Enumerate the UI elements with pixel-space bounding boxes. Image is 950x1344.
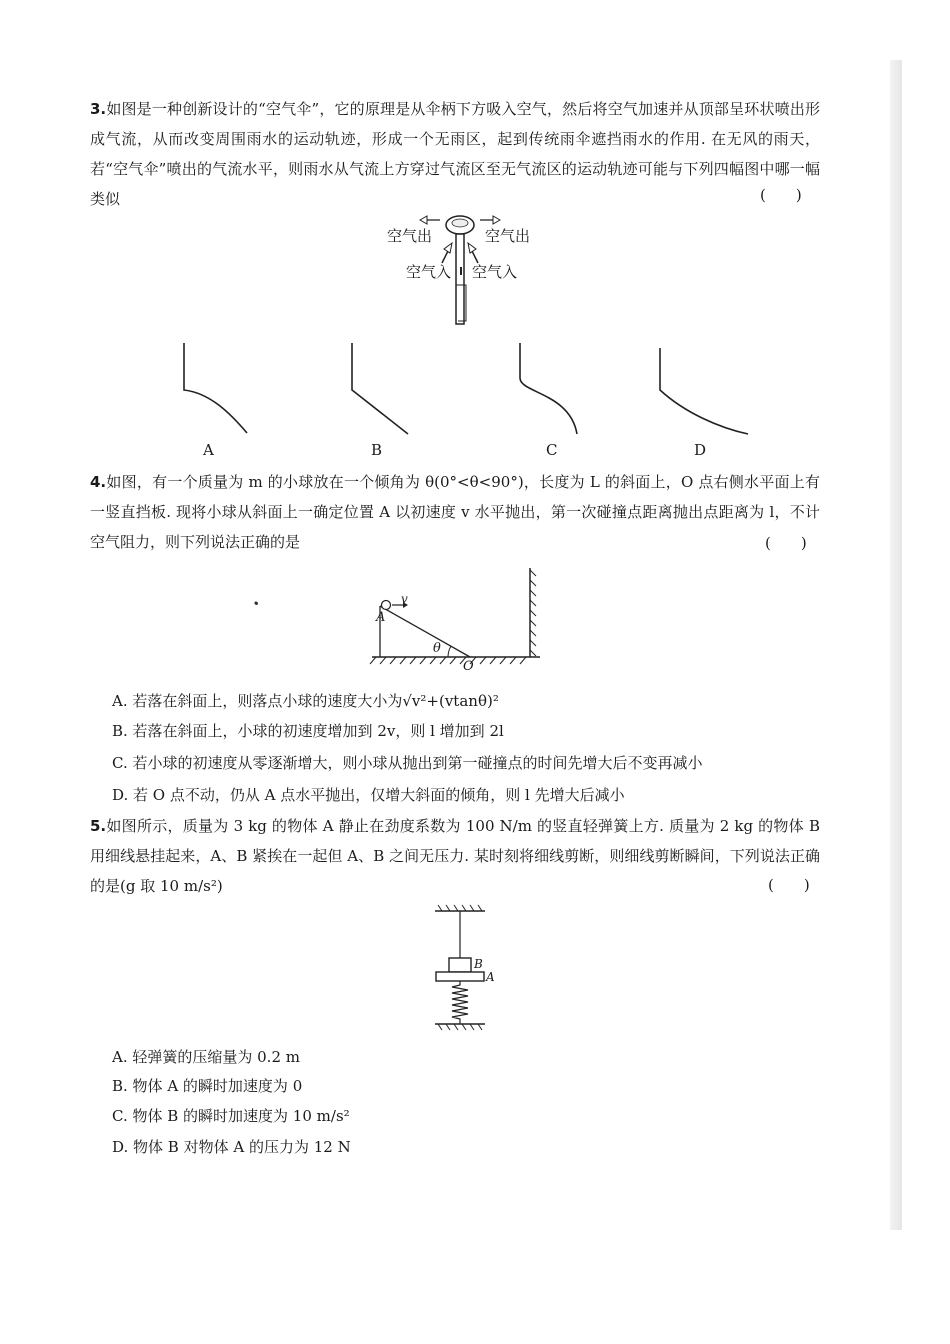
question-4 bbox=[90, 467, 820, 557]
question-5 bbox=[90, 811, 820, 901]
label-block-a: A bbox=[486, 970, 495, 984]
air-in-left-label: 空气入 bbox=[406, 263, 452, 281]
trajectory-c bbox=[520, 343, 577, 434]
q5-option-a: A. 轻弹簧的压缩量为 0.2 m bbox=[112, 1048, 300, 1066]
trajectory-b bbox=[352, 343, 408, 434]
q4-option-d: D. 若 O 点不动，仍从 A 点水平抛出，仅增大斜面的倾角，则 l 先增大后减小 bbox=[112, 786, 625, 804]
label-o-point: O bbox=[463, 659, 474, 674]
label-v: v bbox=[401, 592, 408, 606]
question-5-answer-paren: ( ) bbox=[768, 876, 810, 894]
question-4-answer-paren: ( ) bbox=[765, 534, 807, 552]
q5-option-d: D. 物体 B 对物体 A 的压力为 12 N bbox=[112, 1138, 351, 1156]
q4-option-b: B. 若落在斜面上，小球的初速度增加到 2v，则 l 增加到 2l bbox=[112, 722, 504, 740]
air-out-right-label: 空气出 bbox=[485, 227, 531, 245]
label-a-point: A bbox=[376, 610, 386, 625]
question-3-number: 3. bbox=[90, 100, 107, 118]
label-theta: θ bbox=[433, 641, 441, 656]
question-5-text: 如图所示，质量为 3 kg 的物体 A 静止在劲度系数为 100 N/m 的竖直轻弹簧上方. 质量为 2 kg 的物体 B 用细线悬挂起来，A、B 紧挨在一起但 A、B 之间无压力. 某时刻将细线剪断，则细线剪断瞬间，下列说法正确的是(g 取 10 m/s²) bbox=[90, 817, 820, 895]
choice-d-label: D bbox=[694, 441, 707, 459]
choice-b-label: B bbox=[371, 441, 383, 459]
choice-c-label: C bbox=[546, 441, 558, 459]
stray-dot bbox=[255, 602, 258, 605]
question-4-text: 如图，有一个质量为 m 的小球放在一个倾角为 θ(0°<θ<90°)，长度为 L 的斜面上，O 点右侧水平面上有一竖直挡板. 现将小球从斜面上一确定位置 A 以初速度 v 水平抛出，第一次碰撞点距离抛出点距离为 l，不计空气阻力，则下列说法正确的是 bbox=[90, 473, 820, 551]
q5-option-c: C. 物体 B 的瞬时加速度为 10 m/s² bbox=[112, 1107, 350, 1125]
q4-option-c: C. 若小球的初速度从零逐渐增大，则小球从抛出到第一碰撞点的时间先增大后不变再减小 bbox=[112, 754, 703, 772]
choice-a-label: A bbox=[203, 441, 214, 459]
question-3 bbox=[90, 94, 820, 214]
slope-figure bbox=[370, 560, 555, 675]
air-in-right-label: 空气入 bbox=[472, 263, 518, 281]
trajectory-a bbox=[184, 343, 247, 433]
question-3-text: 如图是一种创新设计的“空气伞”，它的原理是从伞柄下方吸入空气，然后将空气加速并从顶部呈环状喷出形成气流，从而改变周围雨水的运动轨迹，形成一个无雨区，起到传统雨伞遮挡雨水的作用. 在无风的雨天，若“空气伞”喷出的气流水平，则雨水从气流上方穿过气流区至无气流区的运动轨迹可能与下列四幅图中哪一幅类似 bbox=[90, 100, 820, 208]
air-out-left-label: 空气出 bbox=[387, 227, 433, 245]
page-edge-shadow bbox=[890, 60, 902, 1230]
q4-option-a: A. 若落在斜面上，则落点小球的速度大小为√v²+(vtanθ)² bbox=[112, 692, 499, 710]
question-4-number: 4. bbox=[90, 473, 107, 491]
q5-option-b: B. 物体 A 的瞬时加速度为 0 bbox=[112, 1077, 303, 1095]
trajectory-d bbox=[660, 348, 748, 434]
label-block-b: B bbox=[474, 957, 483, 971]
question-5-number: 5. bbox=[90, 817, 107, 835]
trajectory-choices-figure bbox=[150, 338, 770, 443]
question-3-answer-paren: ( ) bbox=[760, 186, 802, 204]
